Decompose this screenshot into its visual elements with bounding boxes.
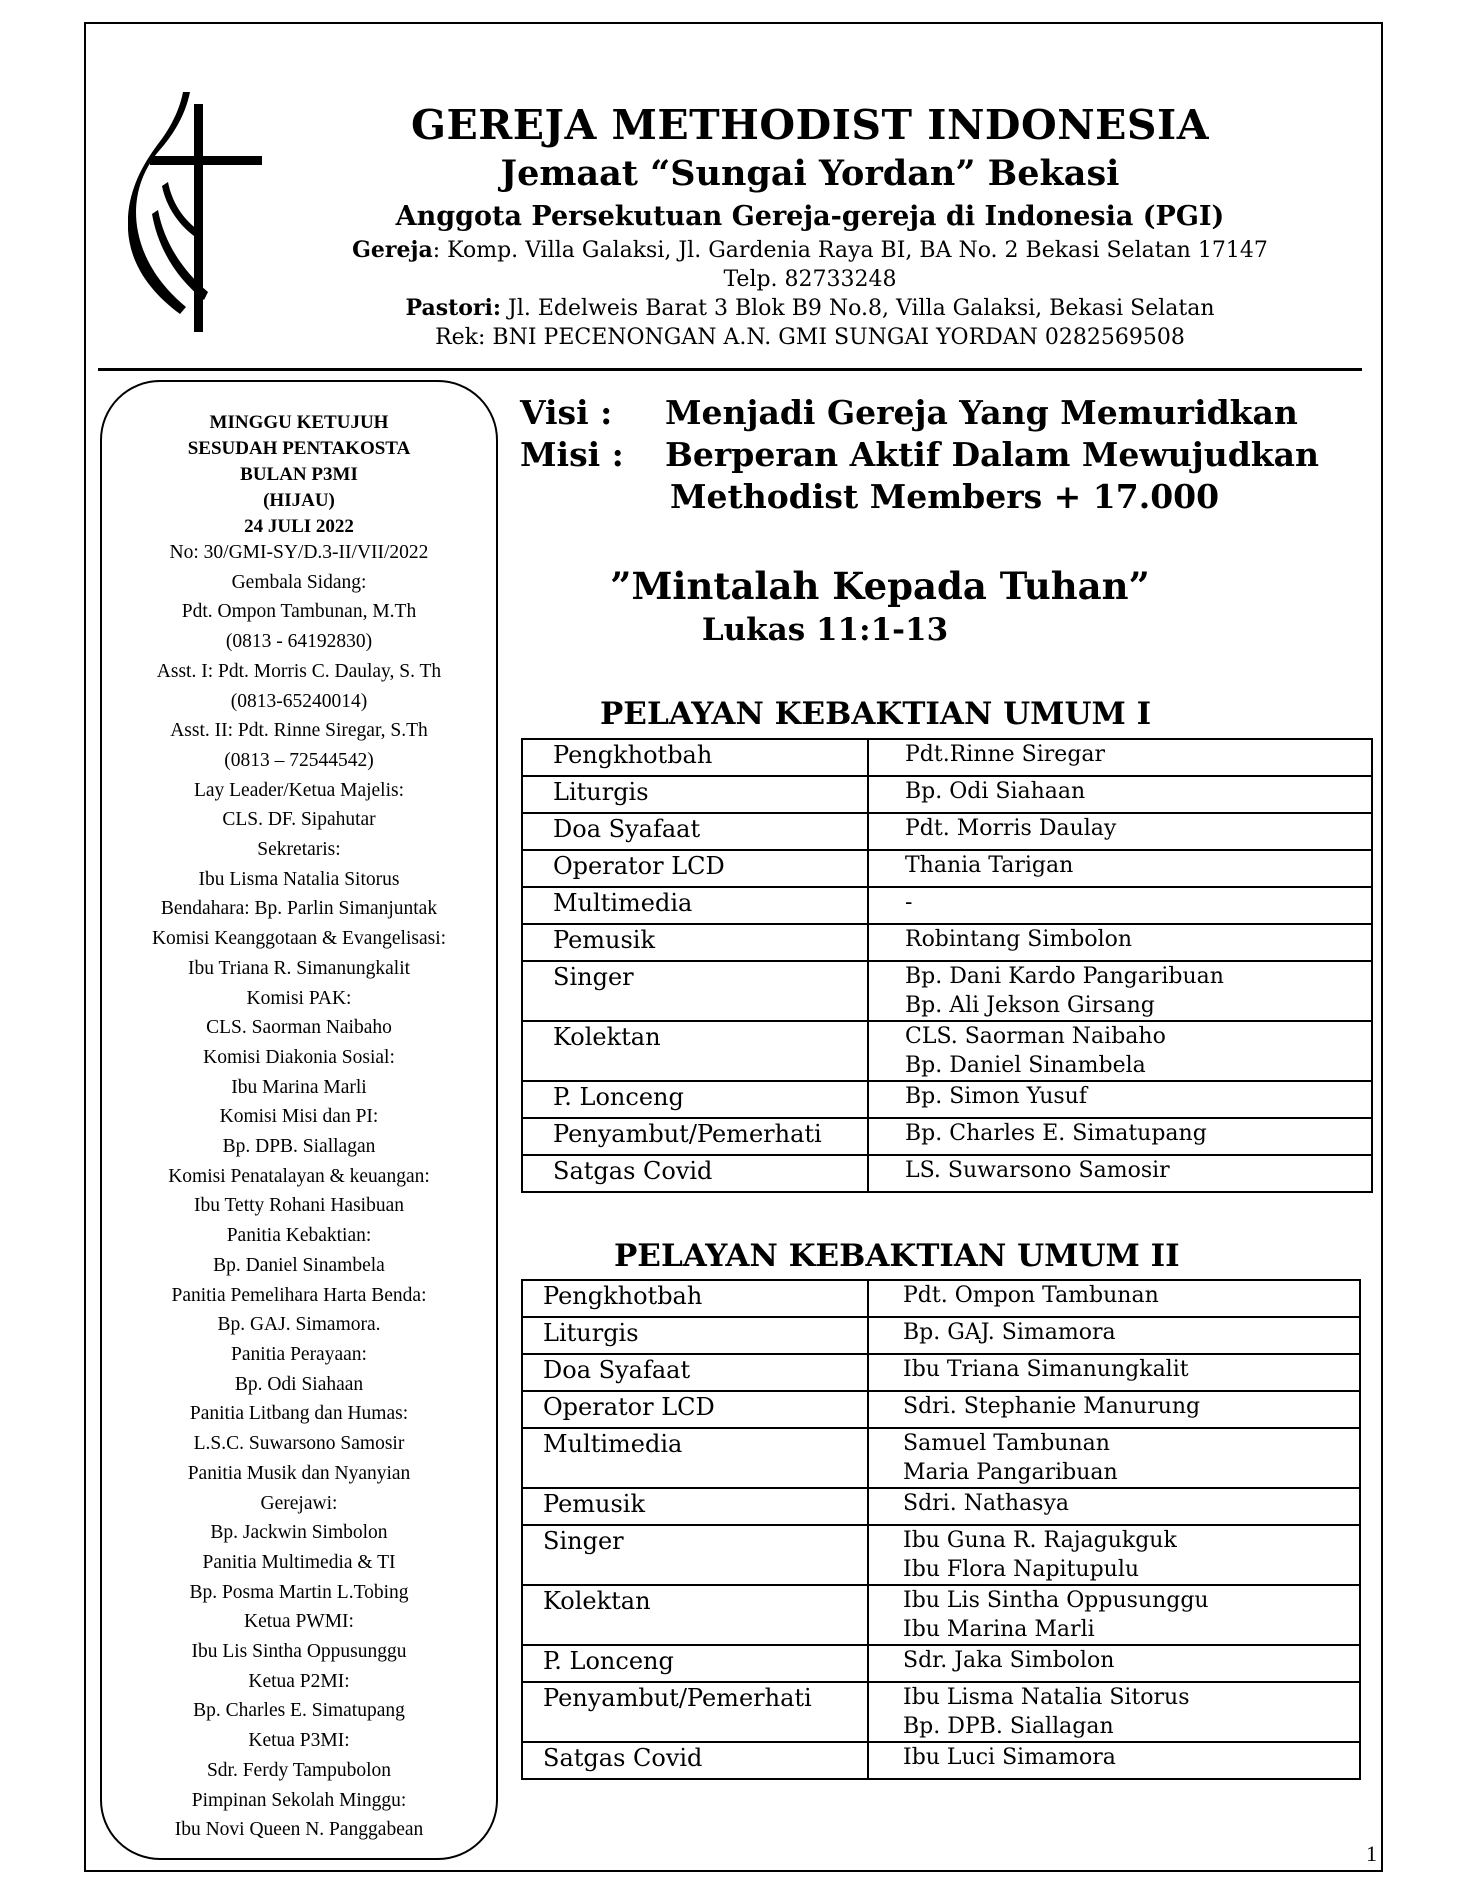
officials-line: Panitia Perayaan:: [231, 1343, 367, 1365]
officials-line: Pdt. Ompon Tambunan, M.Th: [181, 601, 417, 623]
roster-person: Bp. Daniel Sinambela: [905, 1053, 1146, 1078]
roster-person: Pdt. Morris Daulay: [905, 816, 1117, 841]
roster-row: [522, 1742, 1360, 1779]
roster-names: [868, 1645, 1360, 1682]
roster-names: [868, 1682, 1360, 1742]
roster-person: Ibu Marina Marli: [903, 1617, 1095, 1642]
officials-line: No: 30/GMI-SY/D.3-II/VII/2022: [169, 542, 429, 563]
roster-role: Kolektan: [522, 1021, 868, 1081]
service1-table: [521, 738, 1373, 1193]
roster-row: [522, 1585, 1360, 1645]
officials-line: Ibu Lis Sintha Oppusunggu: [191, 1641, 407, 1663]
officials-line: Sekretaris:: [257, 839, 341, 861]
roster-role: Doa Syafaat: [522, 813, 868, 850]
officials-line: (0813 - 64192830): [225, 631, 373, 653]
officials-line: CLS. Saorman Naibaho: [206, 1017, 392, 1039]
roster-row: [522, 813, 1372, 850]
officials-line: Ibu Triana R. Simanungkalit: [187, 957, 411, 979]
roster-role: Pemusik: [522, 924, 868, 961]
page-number: 1: [1366, 1841, 1377, 1866]
roster-person: Thania Tarigan: [905, 853, 1074, 878]
roster-row: [522, 739, 1372, 776]
roster-names: [868, 1488, 1360, 1525]
roster-person: -: [905, 890, 913, 915]
roster-names: [868, 1428, 1360, 1488]
roster-row: [522, 887, 1372, 924]
roster-role: Penyambut/Pemerhati: [522, 1682, 868, 1742]
roster-names: [868, 1525, 1360, 1585]
roster-role: Pengkhotbah: [522, 1280, 868, 1317]
church-phone: Telp. 82733248: [723, 267, 897, 292]
roster-row: [522, 1280, 1360, 1317]
roster-person: Ibu Lisma Natalia Sitorus: [903, 1685, 1190, 1710]
roster-person: Bp. Dani Kardo Pangaribuan: [905, 964, 1224, 989]
church-address: : Komp. Villa Galaksi, Jl. Gardenia Raya BI, BA No. 2 Bekasi Selatan 17147: [432, 238, 1268, 263]
roster-person: Ibu Lis Sintha Oppusunggu: [903, 1588, 1209, 1613]
roster-row: [522, 1081, 1372, 1118]
officials-line: Komisi Diakonia Sosial:: [203, 1046, 395, 1068]
roster-names: [868, 850, 1372, 887]
roster-names: [868, 1155, 1372, 1192]
roster-names: [868, 1585, 1360, 1645]
officials-line: Asst. I: Pdt. Morris C. Daulay, S. Th: [156, 660, 442, 682]
officials-line: Asst. II: Pdt. Rinne Siregar, S.Th: [170, 720, 428, 742]
roster-role: Doa Syafaat: [522, 1354, 868, 1391]
roster-names: [868, 1742, 1360, 1779]
roster-role: Kolektan: [522, 1585, 868, 1645]
officials-line: Ibu Lisma Natalia Sitorus: [198, 868, 400, 890]
roster-names: [868, 1118, 1372, 1155]
sidebar-heading-line: (HIJAU): [263, 490, 335, 511]
parsonage-address: Jl. Edelweis Barat 3 Blok B9 No.8, Villa Galaksi, Bekasi Selatan: [501, 296, 1215, 321]
roster-role: Liturgis: [522, 776, 868, 813]
officials-line: Bp. Posma Martin L.Tobing: [189, 1581, 409, 1603]
roster-row: [522, 1155, 1372, 1192]
officials-line: Panitia Litbang dan Humas:: [189, 1403, 409, 1425]
roster-person: LS. Suwarsono Samosir: [905, 1158, 1170, 1183]
roster-names: [868, 924, 1372, 961]
sidebar-heading: [102, 410, 496, 540]
officials-line: Pimpinan Sekolah Minggu:: [191, 1789, 407, 1811]
membership-line: Anggota Persekutuan Gereja-gereja di Indonesia (PGI): [395, 201, 1225, 232]
roster-person: Bp. GAJ. Simamora: [903, 1320, 1116, 1345]
roster-person: Ibu Luci Simamora: [903, 1745, 1116, 1770]
church-address-line: [300, 236, 1320, 265]
service2-title: PELAYAN KEBAKTIAN UMUM II: [614, 1238, 1180, 1274]
roster-names: [868, 739, 1372, 776]
roster-row: [522, 1118, 1372, 1155]
sidebar-panel: [100, 380, 498, 1860]
roster-person: Pdt.Rinne Siregar: [905, 742, 1106, 767]
church-address-label: Gereja: [352, 237, 433, 263]
roster-role: Operator LCD: [522, 1391, 868, 1428]
roster-role: Singer: [522, 1525, 868, 1585]
roster-person: Ibu Triana Simanungkalit: [903, 1357, 1189, 1382]
officials-line: Bp. Daniel Sinambela: [213, 1254, 385, 1276]
officials-line: Sdr. Ferdy Tampubolon: [206, 1759, 392, 1781]
officials-line: Panitia Multimedia & TI: [202, 1551, 396, 1573]
roster-row: [522, 924, 1372, 961]
roster-role: Multimedia: [522, 1428, 868, 1488]
roster-names: [868, 1354, 1360, 1391]
officials-line: Panitia Musik dan Nyanyian: [187, 1462, 411, 1484]
parsonage-label: Pastori:: [405, 295, 501, 321]
officials-line: Bp. Charles E. Simatupang: [193, 1700, 405, 1722]
roster-role: Pemusik: [522, 1488, 868, 1525]
bank-account: Rek: BNI PECENONGAN A.N. GMI SUNGAI YORDAN 0282569508: [435, 325, 1185, 350]
officials-line: Ibu Tetty Rohani Hasibuan: [193, 1195, 405, 1217]
officials-line: Bp. DPB. Siallagan: [222, 1136, 376, 1158]
officials-line: Bp. Odi Siahaan: [234, 1373, 364, 1395]
roster-names: [868, 1021, 1372, 1081]
officials-line: Komisi Keanggotaan & Evangelisasi:: [151, 928, 447, 950]
officials-line: Komisi Misi dan PI:: [219, 1106, 379, 1128]
officials-line: Panitia Kebaktian:: [226, 1225, 372, 1247]
officials-line: Komisi PAK:: [246, 987, 352, 1009]
officials-line: (0813 – 72544542): [224, 749, 374, 771]
roster-names: [868, 1280, 1360, 1317]
officials-line: Ibu Novi Queen N. Panggabean: [174, 1819, 424, 1841]
roster-row: [522, 1391, 1360, 1428]
officials-line: Ketua P2MI:: [248, 1670, 350, 1692]
service1-title: PELAYAN KEBAKTIAN UMUM I: [600, 696, 1152, 732]
mission-label: Misi :: [520, 435, 624, 474]
roster-row: [522, 1428, 1360, 1488]
officials-line: Ketua P3MI:: [248, 1730, 350, 1752]
roster-names: [868, 1317, 1360, 1354]
roster-role: Singer: [522, 961, 868, 1021]
roster-role: P. Lonceng: [522, 1645, 868, 1682]
cross-and-flame-logo: [128, 92, 278, 332]
roster-role: P. Lonceng: [522, 1081, 868, 1118]
mission-text-line1: Berperan Aktif Dalam Mewujudkan: [665, 435, 1320, 474]
roster-person: Bp. Charles E. Simatupang: [905, 1121, 1207, 1146]
roster-person: Ibu Flora Napitupulu: [903, 1557, 1140, 1582]
vision-label: Visi :: [520, 393, 613, 432]
officials-line: Gembala Sidang:: [231, 571, 367, 593]
officials-line: CLS. DF. Sipahutar: [222, 809, 376, 831]
roster-person: Pdt. Ompon Tambunan: [903, 1283, 1159, 1308]
church-title: GEREJA METHODIST INDONESIA: [410, 101, 1210, 149]
officials-line: Bendahara: Bp. Parlin Simanjuntak: [160, 898, 438, 920]
roster-person: Samuel Tambunan: [903, 1431, 1110, 1456]
vision-text: Menjadi Gereja Yang Memuridkan: [665, 393, 1298, 432]
officials-line: (0813-65240014): [230, 690, 368, 712]
officials-line: Lay Leader/Ketua Majelis:: [193, 779, 405, 801]
roster-person: Bp. Odi Siahaan: [905, 779, 1086, 804]
scripture-reference: Lukas 11:1-13: [701, 612, 949, 648]
roster-row: [522, 776, 1372, 813]
officials-line: Ketua PWMI:: [244, 1611, 354, 1633]
roster-names: [868, 813, 1372, 850]
roster-row: [522, 1645, 1360, 1682]
roster-role: Pengkhotbah: [522, 739, 868, 776]
sidebar-heading-line: MINGGU KETUJUH: [209, 412, 389, 433]
roster-row: [522, 850, 1372, 887]
officials-line: Gerejawi:: [260, 1492, 338, 1514]
officials-line: Ibu Marina Marli: [231, 1076, 367, 1098]
roster-person: Robintang Simbolon: [905, 927, 1133, 952]
roster-names: [868, 1081, 1372, 1118]
roster-person: Bp. DPB. Siallagan: [903, 1714, 1114, 1739]
roster-person: Sdri. Nathasya: [903, 1491, 1070, 1516]
roster-row: [522, 1317, 1360, 1354]
roster-person: Bp. Simon Yusuf: [905, 1084, 1087, 1109]
roster-row: [522, 1021, 1372, 1081]
roster-role: Operator LCD: [522, 850, 868, 887]
officials-line: L.S.C. Suwarsono Samosir: [193, 1433, 405, 1455]
sidebar-heading-line: SESUDAH PENTAKOSTA: [187, 438, 411, 459]
roster-person: Ibu Guna R. Rajagukguk: [903, 1528, 1177, 1553]
mission-text-line2: Methodist Members + 17.000: [670, 477, 1220, 516]
parsonage-line: [300, 294, 1320, 323]
roster-role: Satgas Covid: [522, 1742, 868, 1779]
roster-names: [868, 961, 1372, 1021]
roster-row: [522, 1682, 1360, 1742]
roster-person: Maria Pangaribuan: [903, 1460, 1118, 1485]
theme-title: ”Mintalah Kepada Tuhan”: [610, 564, 1150, 608]
officials-line: Bp. GAJ. Simamora.: [217, 1314, 381, 1336]
sidebar-heading-line: 24 JULI 2022: [244, 516, 354, 537]
roster-person: Sdri. Stephanie Manurung: [903, 1394, 1201, 1419]
officials-list: [102, 538, 496, 1845]
roster-row: [522, 1525, 1360, 1585]
roster-role: Liturgis: [522, 1317, 868, 1354]
roster-row: [522, 961, 1372, 1021]
officials-line: Bp. Jackwin Simbolon: [210, 1522, 388, 1544]
roster-names: [868, 776, 1372, 813]
roster-role: Satgas Covid: [522, 1155, 868, 1192]
roster-role: Multimedia: [522, 887, 868, 924]
roster-names: [868, 1391, 1360, 1428]
roster-row: [522, 1354, 1360, 1391]
sidebar-heading-line: BULAN P3MI: [240, 464, 358, 485]
sermon-theme: [520, 562, 1240, 650]
officials-line: Panitia Pemelihara Harta Benda:: [171, 1284, 427, 1306]
roster-person: Bp. Ali Jekson Girsang: [905, 993, 1155, 1018]
roster-role: Penyambut/Pemerhati: [522, 1118, 868, 1155]
roster-person: Sdr. Jaka Simbolon: [903, 1648, 1115, 1673]
church-header: [300, 100, 1320, 352]
roster-person: CLS. Saorman Naibaho: [905, 1024, 1166, 1049]
officials-line: Komisi Penatalayan & keuangan:: [168, 1165, 430, 1187]
service2-table: [521, 1279, 1361, 1780]
congregation-name: Jemaat “Sungai Yordan” Bekasi: [500, 153, 1120, 194]
header-divider: [98, 368, 1362, 371]
roster-row: [522, 1488, 1360, 1525]
roster-names: [868, 887, 1372, 924]
